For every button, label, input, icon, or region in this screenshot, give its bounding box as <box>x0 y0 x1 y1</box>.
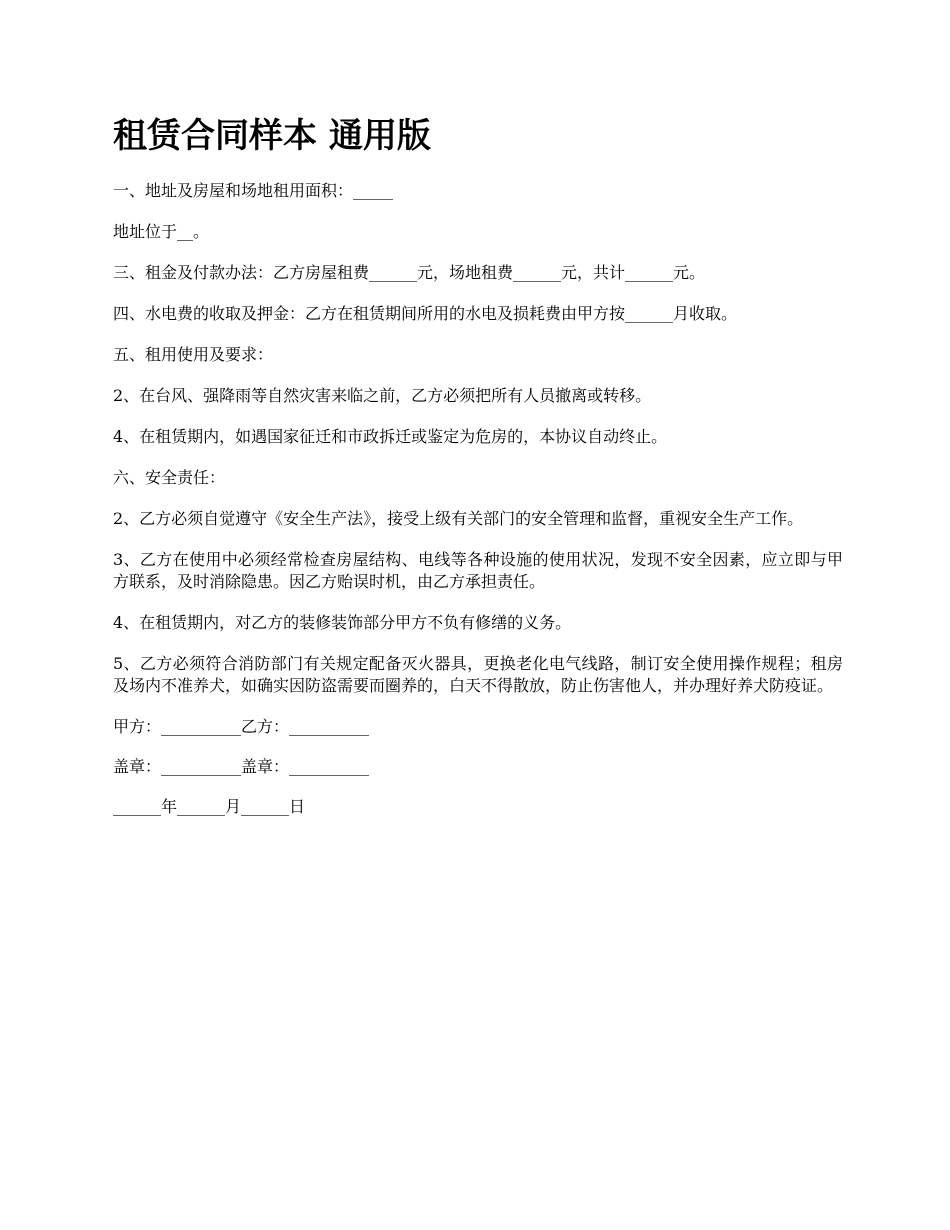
clause-address: 地址位于__。 <box>113 222 210 241</box>
section-safety-responsibility: 六、安全责任： <box>113 468 226 487</box>
signature-parties: 甲方：__________乙方：__________ <box>113 717 370 736</box>
clause-fire-safety: 5、乙方必须符合消防部门有关规定配备灭火器具，更换老化电气线路，制订安全使用操作规程；租房及场内不准养犬，如确实因防盗需要而圈养的，白天不得散放，防止伤害他人，并办理好养犬防疫证。 <box>113 654 843 695</box>
signature-date: ______年______月______日 <box>113 797 306 816</box>
section-usage-requirements: 五、租用使用及要求： <box>113 345 274 364</box>
signature-seals: 盖章：__________盖章：__________ <box>113 757 370 776</box>
clause-inspection: 3、乙方在使用中必须经常检查房屋结构、电线等各种设施的使用状况，发现不安全因素，应立即与甲方联系，及时消除隐患。因乙方贻误时机，由乙方承担责任。 <box>113 550 843 591</box>
document-page <box>113 108 843 836</box>
clause-renovation: 4、在租赁期内，对乙方的装修装饰部分甲方不负有修缮的义务。 <box>113 613 572 632</box>
signature-block <box>113 716 843 818</box>
clause-termination: 4、在租赁期内，如遇国家征迁和市政拆迁或鉴定为危房的，本协议自动终止。 <box>113 427 668 446</box>
clause-safety-law: 2、乙方必须自觉遵守《安全生产法》，接受上级有关部门的安全管理和监督，重视安全生产工作。 <box>113 509 804 528</box>
clause-disaster-evacuation: 2、在台风、强降雨等自然灾害来临之前，乙方必须把所有人员撤离或转移。 <box>113 386 652 405</box>
clause-utilities-deposit: 四、水电费的收取及押金：乙方在租赁期间所用的水电及损耗费由甲方按______月收取。 <box>113 304 738 323</box>
document-title: 租赁合同样本 通用版 <box>113 116 431 156</box>
clause-rent-payment: 三、租金及付款办法：乙方房屋租费______元，场地租费______元，共计______元。 <box>113 263 706 282</box>
clause-area: 一、地址及房屋和场地租用面积：_____ <box>113 181 394 200</box>
